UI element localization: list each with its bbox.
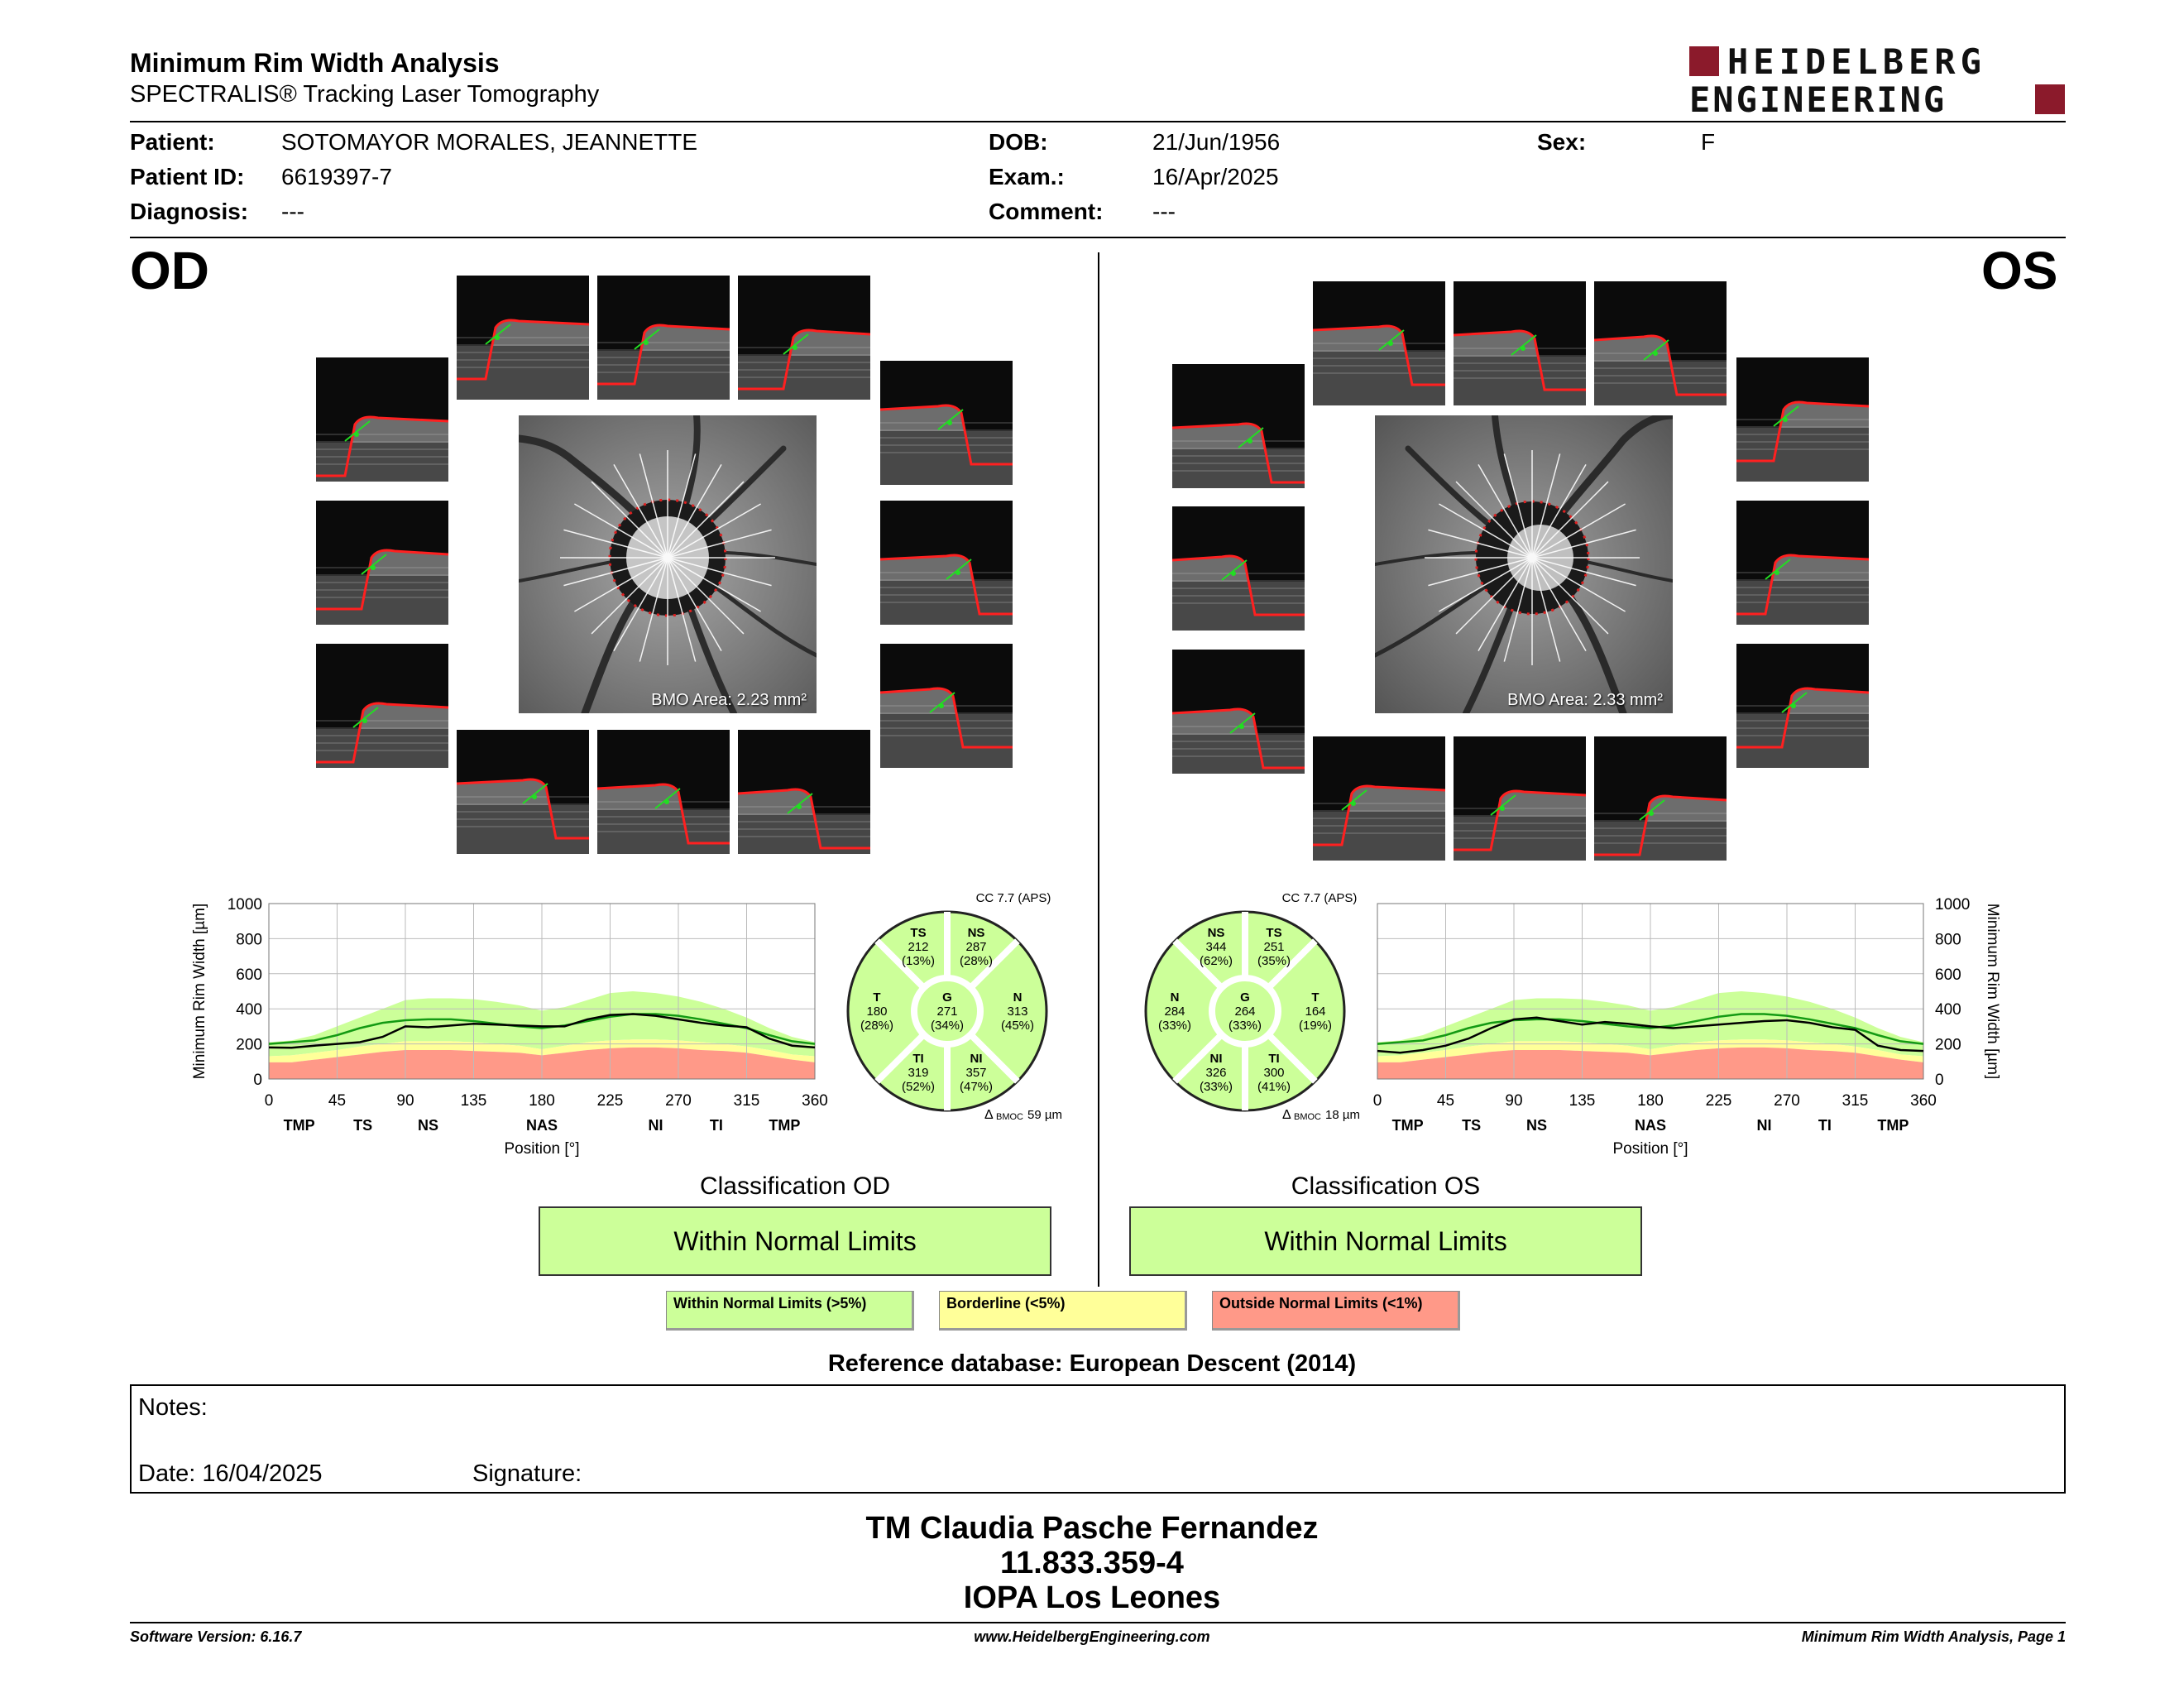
notes-date: Date: 16/04/2025 — [138, 1460, 323, 1487]
sector-value: 287 — [965, 940, 987, 954]
sector-label: TI — [709, 1117, 723, 1134]
x-axis-label: Position [°] — [504, 1140, 580, 1158]
notes-box[interactable] — [130, 1384, 2066, 1494]
sector-name: NI — [970, 1052, 983, 1066]
od-bscan-10 — [457, 730, 589, 854]
x-tick-label: 0 — [264, 1092, 274, 1110]
od-mrw-chart — [182, 894, 844, 1175]
os-bscan-image — [1454, 736, 1586, 861]
os-bmo-area: BMO Area: 2.33 mm² — [1507, 691, 1663, 709]
sector-value: 344 — [1205, 940, 1227, 954]
os-bscan-image — [1172, 650, 1305, 774]
sector-name: TI — [912, 1052, 924, 1066]
od-classification-value: Within Normal Limits — [673, 1225, 917, 1256]
logo-text-heidelberg: HEIDELBERG — [1727, 41, 1986, 82]
y-tick-label: 0 — [1935, 1072, 1944, 1089]
sector-value: 284 — [1164, 1005, 1185, 1019]
x-tick-label: 0 — [1372, 1092, 1382, 1110]
os-bscan-9 — [1736, 644, 1869, 768]
os-bscan-4 — [1172, 364, 1305, 488]
dob: 21/Jun/1956 — [1152, 129, 1281, 155]
notes-signature-label: Signature: — [472, 1460, 582, 1487]
sector-name: N — [1013, 990, 1023, 1005]
sector-value: 313 — [1007, 1005, 1028, 1019]
exam-label: Exam.: — [989, 164, 1065, 189]
x-tick-label: 180 — [1637, 1092, 1664, 1110]
os-bscan-image — [1313, 736, 1445, 861]
os-bscan-1 — [1313, 281, 1445, 405]
os-bscan-12 — [1594, 736, 1727, 861]
notes-label: Notes: — [138, 1394, 208, 1421]
sector-value: 164 — [1305, 1005, 1326, 1019]
od-bscan-8 — [316, 644, 448, 768]
od-bscan-2 — [597, 276, 730, 400]
legend-green — [666, 1291, 914, 1331]
eye-divider — [1098, 252, 1099, 1287]
sector-name: TI — [1268, 1052, 1280, 1066]
x-tick-label: 45 — [1436, 1092, 1455, 1110]
sector-percentile: (47%) — [959, 1080, 994, 1094]
logo-text-engineering: ENGINEERING — [1689, 79, 1947, 120]
website-link[interactable]: www.HeidelbergEngineering.com — [974, 1628, 1210, 1645]
od-bscan-image — [597, 276, 730, 400]
sector-value: 251 — [1263, 940, 1285, 954]
sector-name: NS — [1207, 926, 1225, 940]
comment-label: Comment: — [989, 199, 1104, 224]
sector-percentile: (45%) — [1000, 1019, 1035, 1033]
od-scan-spokes — [560, 450, 775, 665]
sector-value: 319 — [908, 1066, 929, 1080]
od-bscan-image — [738, 276, 870, 400]
os-classification-title: Classification OS — [1291, 1172, 1481, 1200]
od-bscan-7 — [880, 501, 1013, 625]
os-bscan-6 — [1172, 506, 1305, 631]
os-bscan-image — [1454, 281, 1586, 405]
signer-name: TM Claudia Pasche Fernandez — [865, 1511, 1319, 1546]
cc-label: CC 7.7 (APS) — [1281, 891, 1358, 905]
x-tick-label: 270 — [665, 1092, 692, 1110]
sector-percentile: (34%) — [930, 1019, 965, 1033]
sector-name: NI — [1209, 1052, 1223, 1066]
y-tick-label: 600 — [1935, 966, 1961, 984]
os-bscan-image — [1313, 281, 1445, 405]
legend-green-label: Within Normal Limits (>5%) — [673, 1295, 867, 1312]
y-tick-label: 1000 — [1935, 896, 1971, 914]
sector-value: 180 — [866, 1005, 888, 1019]
od-bscan-4 — [316, 357, 448, 482]
legend-red-label: Outside Normal Limits (<1%) — [1219, 1295, 1423, 1312]
diagnosis-label: Diagnosis: — [130, 199, 249, 224]
sector-percentile: (35%) — [1257, 954, 1291, 968]
sector-name: G — [942, 990, 952, 1005]
y-axis-label: Minimum Rim Width [µm] — [191, 903, 208, 1080]
x-tick-label: 315 — [733, 1092, 760, 1110]
os-scan-spokes — [1425, 450, 1640, 665]
sector-percentile: (13%) — [901, 954, 936, 968]
os-sector-dial — [1133, 885, 1360, 1125]
sector-value: 264 — [1234, 1005, 1256, 1019]
sector-label: NAS — [1634, 1117, 1667, 1134]
legend-yellow — [939, 1291, 1187, 1331]
report-title: Minimum Rim Width Analysis — [130, 48, 500, 78]
y-tick-label: 800 — [1935, 931, 1961, 949]
sector-label: NAS — [525, 1117, 558, 1134]
os-fundus-svg — [1375, 415, 1673, 713]
x-tick-label: 45 — [328, 1092, 347, 1110]
patient-rule — [130, 237, 2066, 238]
eye-label-od: OD — [130, 241, 209, 300]
os-bscan-7 — [1736, 501, 1869, 625]
sector-percentile: (19%) — [1298, 1019, 1333, 1033]
od-bscan-11 — [597, 730, 730, 854]
os-bscan-image — [1172, 364, 1305, 488]
od-bmo-area: BMO Area: 2.23 mm² — [651, 691, 807, 709]
y-tick-label: 400 — [1935, 1001, 1961, 1019]
sector-value: 357 — [965, 1066, 987, 1080]
sector-value: 326 — [1205, 1066, 1227, 1080]
sector-label: TMP — [283, 1117, 315, 1134]
sector-label: NS — [1525, 1117, 1548, 1134]
sector-percentile: (28%) — [860, 1019, 894, 1033]
os-bscan-11 — [1454, 736, 1586, 861]
x-tick-label: 225 — [1705, 1092, 1732, 1110]
od-bscan-5 — [880, 361, 1013, 485]
footer-rule — [130, 1622, 2066, 1623]
sector-percentile: (33%) — [1228, 1019, 1262, 1033]
od-bscan-image — [457, 730, 589, 854]
od-bscan-image — [880, 361, 1013, 485]
sector-name: TS — [910, 926, 927, 940]
logo-square-bottom — [2035, 84, 2065, 114]
sector-name: G — [1240, 990, 1250, 1005]
x-tick-label: 360 — [802, 1092, 828, 1110]
sector-value: 212 — [908, 940, 929, 954]
os-bscan-image — [1172, 506, 1305, 631]
sector-name: T — [1311, 990, 1320, 1005]
od-bscan-1 — [457, 276, 589, 400]
od-bscan-image — [738, 730, 870, 854]
y-tick-label: 400 — [236, 1001, 262, 1019]
os-bscan-8 — [1172, 650, 1305, 774]
sector-percentile: (33%) — [1199, 1080, 1233, 1094]
od-bscan-12 — [738, 730, 870, 854]
x-tick-label: 180 — [529, 1092, 555, 1110]
signer-place: IOPA Los Leones — [963, 1580, 1221, 1615]
sector-label: TMP — [1877, 1117, 1909, 1134]
sex: F — [1701, 129, 1716, 155]
legend-red — [1212, 1291, 1460, 1331]
od-fundus-svg — [519, 415, 817, 713]
od-bscan-image — [316, 357, 448, 482]
os-classification-value: Within Normal Limits — [1264, 1225, 1507, 1256]
x-tick-label: 225 — [596, 1092, 624, 1110]
x-tick-label: 90 — [396, 1092, 414, 1110]
signer-id: 11.833.359-4 — [1000, 1546, 1184, 1580]
header-rule — [130, 121, 2066, 122]
x-tick-label: 135 — [460, 1092, 487, 1110]
exam-date: 16/Apr/2025 — [1152, 164, 1279, 189]
delta-symbol: Δ — [984, 1108, 994, 1122]
od-bscan-image — [880, 644, 1013, 768]
os-bscan-image — [1736, 644, 1869, 768]
sector-label: NI — [648, 1117, 663, 1134]
y-axis-label: Minimum Rim Width [µm] — [1984, 903, 2001, 1080]
os-mrw-chart — [1340, 894, 2019, 1175]
patient-id: 6619397-7 — [281, 164, 392, 189]
os-bscan-5 — [1736, 357, 1869, 482]
bmoc-value: 18 µm — [1325, 1108, 1360, 1122]
sector-label: TMP — [769, 1117, 801, 1134]
y-tick-label: 0 — [253, 1072, 262, 1089]
os-fundus-image — [1375, 415, 1673, 713]
os-bscan-2 — [1454, 281, 1586, 405]
os-bscan-10 — [1313, 736, 1445, 861]
reference-database: Reference database: European Descent (2014) — [827, 1350, 1357, 1377]
od-bscan-image — [316, 644, 448, 768]
sector-percentile: (33%) — [1157, 1019, 1192, 1033]
patient-id-label: Patient ID: — [130, 164, 245, 189]
sector-label: TS — [1462, 1117, 1482, 1134]
cc-label: CC 7.7 (APS) — [975, 891, 1051, 905]
os-bscan-image — [1594, 281, 1727, 405]
bmoc-value: 59 µm — [1027, 1108, 1062, 1122]
od-bscan-image — [880, 501, 1013, 625]
os-bscan-image — [1736, 501, 1869, 625]
sector-label: TS — [353, 1117, 373, 1134]
os-bscan-3 — [1594, 281, 1727, 405]
y-tick-label: 200 — [236, 1036, 262, 1054]
sex-label: Sex: — [1537, 129, 1587, 155]
sector-percentile: (62%) — [1199, 954, 1233, 968]
sector-percentile: (28%) — [959, 954, 994, 968]
od-classification-box — [539, 1206, 1051, 1276]
patient-label: Patient: — [130, 129, 215, 155]
y-tick-label: 1000 — [227, 896, 262, 914]
x-tick-label: 90 — [1505, 1092, 1523, 1110]
x-tick-label: 360 — [1910, 1092, 1937, 1110]
sector-value: 271 — [936, 1005, 958, 1019]
sector-name: NS — [967, 926, 985, 940]
od-fundus-image — [519, 415, 817, 713]
od-bscan-image — [597, 730, 730, 854]
x-tick-label: 315 — [1842, 1092, 1869, 1110]
x-tick-label: 135 — [1569, 1092, 1596, 1110]
x-tick-label: 270 — [1774, 1092, 1800, 1110]
sector-value: 300 — [1263, 1066, 1285, 1080]
delta-symbol: Δ — [1282, 1108, 1291, 1122]
os-bscan-image — [1594, 736, 1727, 861]
y-tick-label: 200 — [1935, 1036, 1961, 1054]
logo-square-top — [1689, 46, 1719, 76]
page-label: Minimum Rim Width Analysis, Page 1 — [1801, 1628, 2066, 1645]
sector-name: N — [1170, 990, 1180, 1005]
dob-label: DOB: — [989, 129, 1048, 155]
sector-name: TS — [1266, 926, 1282, 940]
sector-name: T — [873, 990, 881, 1005]
os-classification-box — [1129, 1206, 1642, 1276]
od-bscan-image — [457, 276, 589, 400]
y-tick-label: 600 — [236, 966, 262, 984]
sector-label: NI — [1756, 1117, 1772, 1134]
os-bscan-image — [1736, 357, 1869, 482]
od-bscan-6 — [316, 501, 448, 625]
sector-label: TMP — [1391, 1117, 1424, 1134]
bmoc-label: BMOC — [996, 1112, 1023, 1122]
sector-label: NS — [417, 1117, 439, 1134]
report-subtitle: SPECTRALIS® Tracking Laser Tomography — [130, 81, 600, 108]
patient-name: SOTOMAYOR MORALES, JEANNETTE — [281, 129, 698, 155]
heidelberg-logo — [1689, 41, 2070, 120]
od-classification-title: Classification OD — [699, 1172, 891, 1200]
eye-label-os: OS — [1981, 241, 2058, 300]
bmoc-label: BMOC — [1294, 1112, 1321, 1122]
legend-yellow-label: Borderline (<5%) — [946, 1295, 1066, 1312]
x-axis-label: Position [°] — [1612, 1140, 1688, 1158]
sector-percentile: (41%) — [1257, 1080, 1291, 1094]
od-bscan-3 — [738, 276, 870, 400]
od-bscan-9 — [880, 644, 1013, 768]
od-sector-dial — [836, 885, 1062, 1125]
sector-label: TI — [1818, 1117, 1832, 1134]
comment: --- — [1152, 199, 1176, 224]
software-version: Software Version: 6.16.7 — [130, 1628, 302, 1645]
od-bscan-image — [316, 501, 448, 625]
y-tick-label: 800 — [236, 931, 262, 949]
sector-percentile: (52%) — [901, 1080, 936, 1094]
diagnosis: --- — [281, 199, 304, 224]
